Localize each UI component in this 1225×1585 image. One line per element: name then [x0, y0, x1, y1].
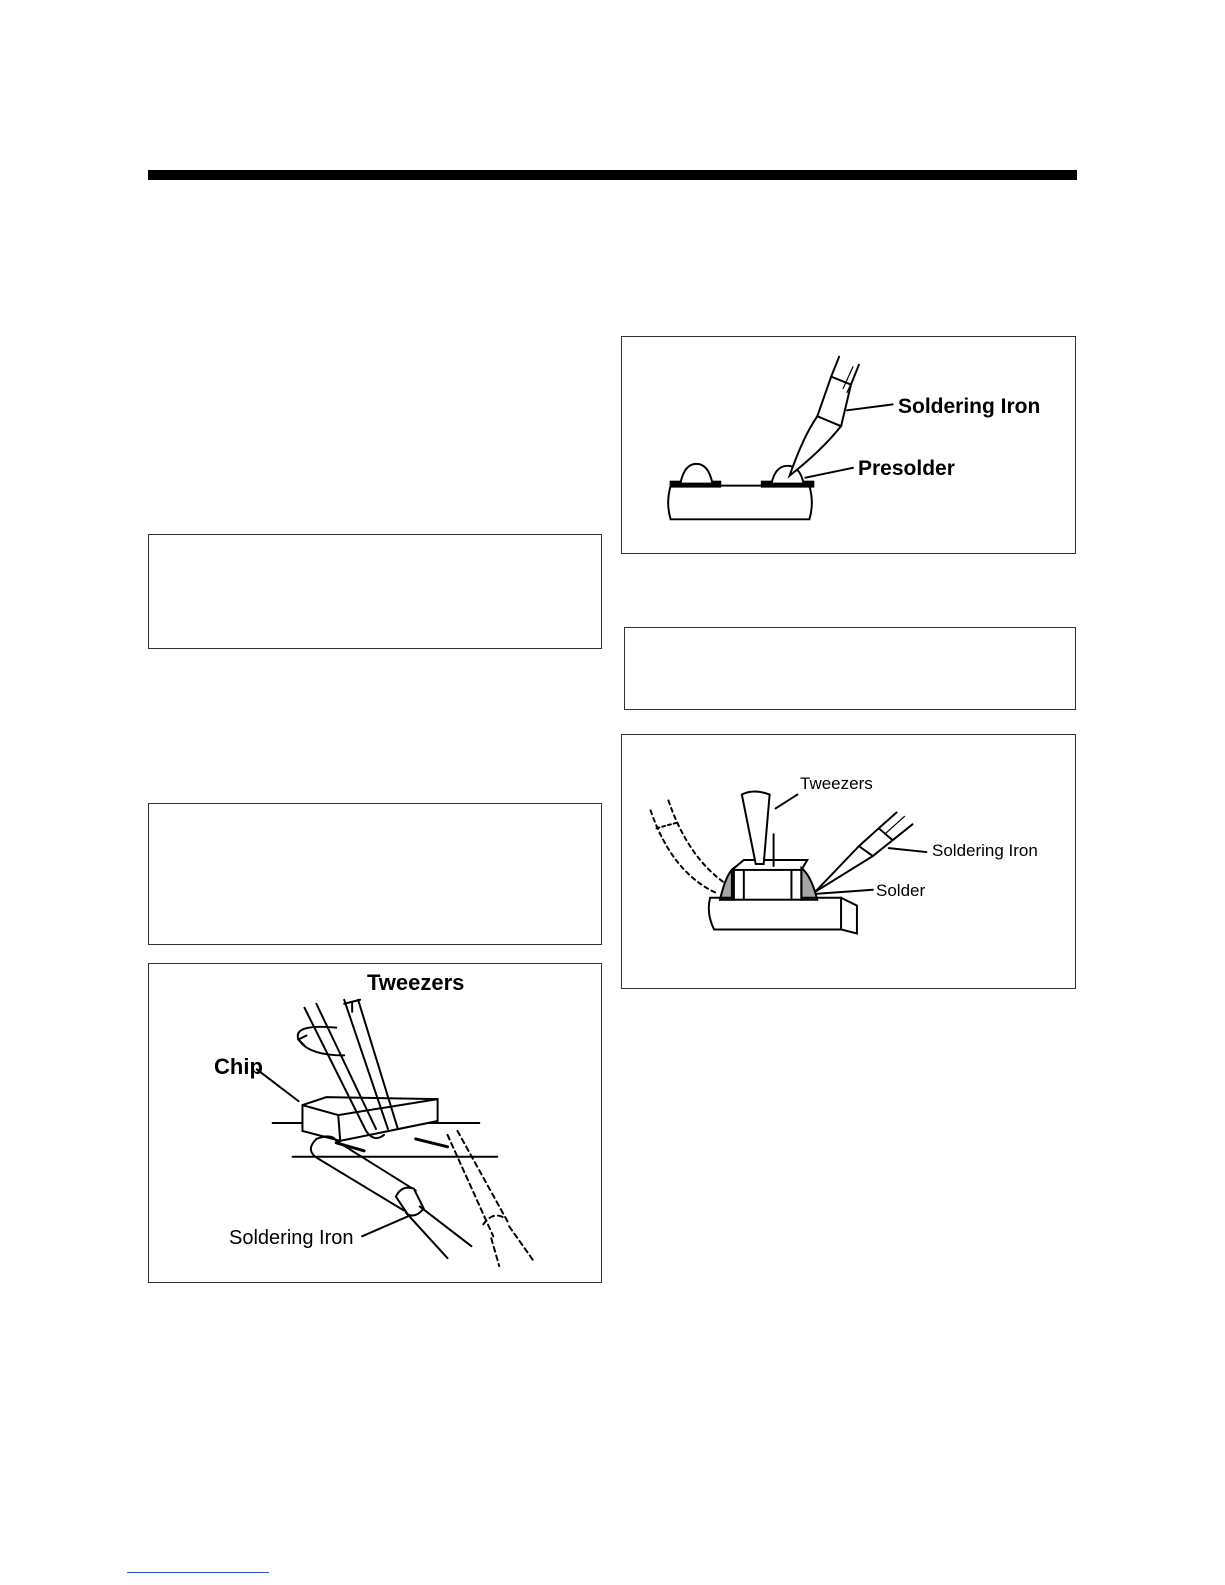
- footer-rule: [127, 1572, 269, 1573]
- tweezers-label: Tweezers: [367, 970, 465, 995]
- solder-label: Solder: [876, 881, 926, 900]
- soldering-iron-label: Soldering Iron: [898, 395, 1041, 418]
- chip-remove-figure: [148, 963, 602, 1283]
- tweezers-label: Tweezers: [800, 774, 873, 793]
- presolder-label: Presolder: [858, 457, 955, 480]
- presolder-figure: [621, 336, 1076, 554]
- note-box-2: [148, 803, 602, 945]
- soldering-iron-label: Soldering Iron: [932, 841, 1038, 860]
- presolder-diagram: [622, 337, 1075, 553]
- chip-install-figure: [621, 734, 1076, 989]
- note-box-1: [148, 534, 602, 649]
- chip-install-diagram: [622, 735, 1075, 988]
- chip-label: Chip: [214, 1054, 263, 1079]
- chip-remove-diagram: [149, 964, 601, 1282]
- soldering-iron-label: Soldering Iron: [229, 1227, 354, 1249]
- header-rule: [148, 170, 1077, 180]
- note-box-3: [624, 627, 1076, 710]
